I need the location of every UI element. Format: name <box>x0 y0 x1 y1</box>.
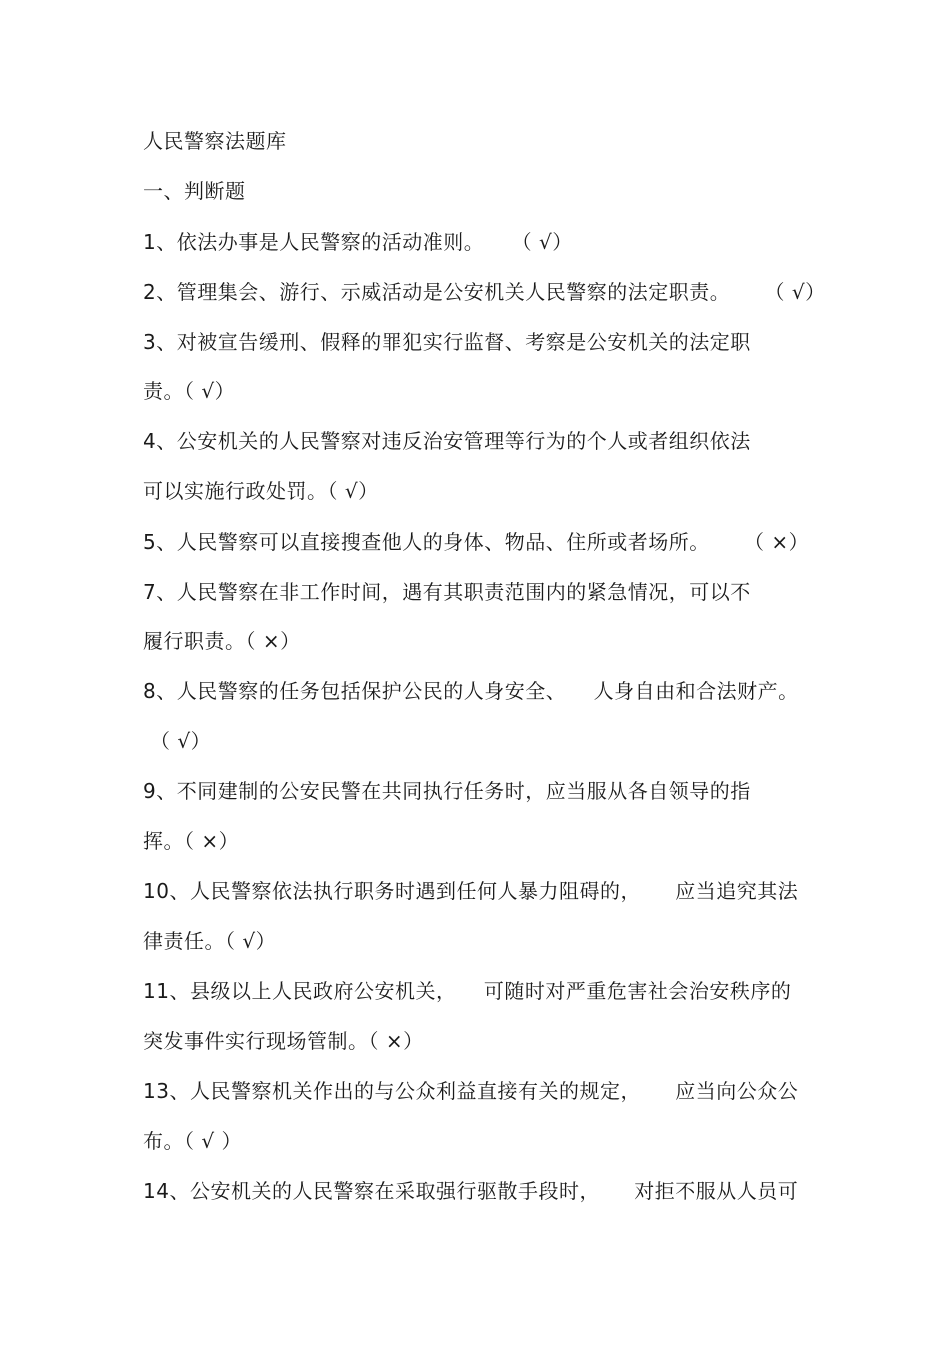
question-line: 突发事件实行现场管制。（ ×） <box>143 1029 424 1053</box>
question-line: 11、县级以上人民政府公安机关， 可随时对严重危害社会治安秩序的 <box>143 979 792 1003</box>
question-line: 3、对被宣告缓刑、假释的罪犯实行监督、考察是公安机关的法定职 <box>143 330 751 354</box>
question-line: 履行职责。（ ×） <box>143 629 301 653</box>
question-line: 14、公安机关的人民警察在采取强行驱散手段时， 对拒不服从人员可 <box>143 1179 799 1203</box>
question-line: 10、人民警察依法执行职务时遇到任何人暴力阻碍的， 应当追究其法 <box>143 879 799 903</box>
question-line: 布。（ √ ） <box>143 1129 242 1153</box>
section-heading: 一、判断题 <box>143 179 246 203</box>
question-line: 4、公安机关的人民警察对违反治安管理等行为的个人或者组织依法 <box>143 429 751 453</box>
document-title: 人民警察法题库 <box>143 129 287 153</box>
question-line: 可以实施行政处罚。（ √） <box>143 479 379 503</box>
question-line: 责。（ √） <box>143 379 236 403</box>
question-line: 挥。（ ×） <box>143 829 240 853</box>
question-line: 7、人民警察在非工作时间，遇有其职责范围内的紧急情况，可以不 <box>143 580 751 604</box>
question-line: （ √） <box>150 729 212 753</box>
question-line: 1、依法办事是人民警察的活动准则。 （ √） <box>143 230 573 254</box>
question-line: 9、不同建制的公安民警在共同执行任务时，应当服从各自领导的指 <box>143 779 751 803</box>
question-line: 2、管理集会、游行、示威活动是公安机关人民警察的法定职责。 （ √） <box>143 280 826 304</box>
question-line: 13、人民警察机关作出的与公众利益直接有关的规定， 应当向公众公 <box>143 1079 799 1103</box>
question-line: 5、人民警察可以直接搜查他人的身体、物品、住所或者场所。 （ ×） <box>143 530 810 554</box>
question-line: 8、人民警察的任务包括保护公民的人身安全、 人身自由和合法财产。 <box>143 679 799 703</box>
question-line: 律责任。（ √） <box>143 929 277 953</box>
